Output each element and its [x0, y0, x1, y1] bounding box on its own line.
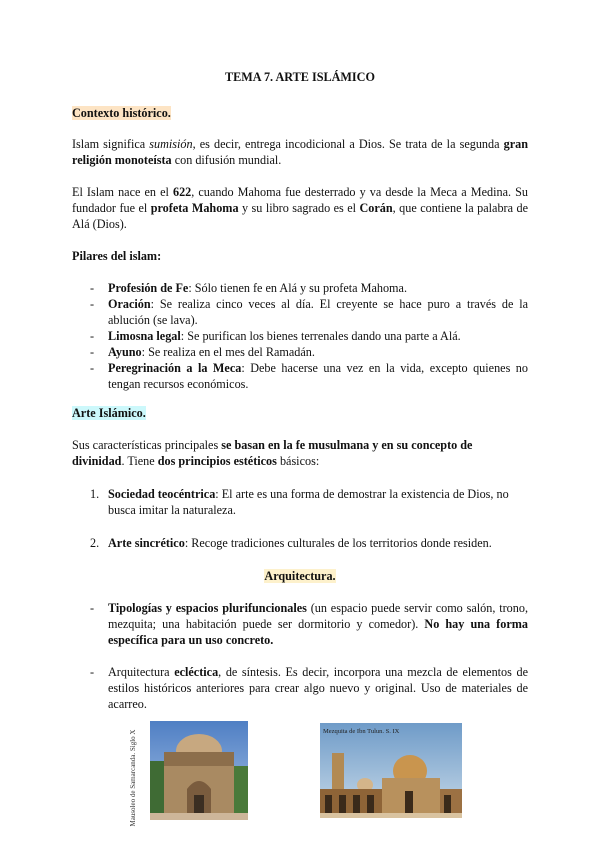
heading-text: Arte Islámico.: [72, 406, 146, 420]
term: Profesión de Fe: [108, 281, 189, 295]
list-item: [72, 360, 528, 392]
paragraph-arte-intro: [72, 437, 528, 469]
list-item: [72, 328, 528, 344]
text: Tipologías y espacios plurifuncionales: [108, 601, 307, 615]
text: : Se purifican los bienes terrenales dando una parte a Alá.: [180, 329, 461, 343]
arquitectura-list: [72, 600, 528, 712]
image-caption-mausoleo: Mausoleo de Samarcanda. Siglo X: [129, 729, 137, 827]
list-item: [72, 296, 528, 328]
text: gran religión monoteísta: [72, 137, 528, 167]
text: , cuando Mahoma fue desterrado y va desde la Meca a Medina. Su fundador fue el: [72, 185, 528, 215]
text: Islam significa: [72, 137, 150, 151]
term: Peregrinación a la Meca: [108, 361, 242, 375]
list-item: [72, 535, 512, 551]
text: , de síntesis. Es decir, incorpora una mezcla de elementos de estilos históricos anteriores para crear algo nuevo y original. Uso de materiales de acarreo.: [108, 665, 528, 711]
text: : Recoge tradiciones culturales de los territorios donde residen.: [184, 536, 492, 550]
text: Sus características principales: [72, 438, 222, 452]
text: Arquitectura: [108, 665, 175, 679]
term: Arte sincrético: [108, 536, 185, 550]
number: 1.: [90, 487, 100, 501]
text: con difusión mundial.: [171, 153, 282, 167]
list-item: [72, 600, 528, 648]
text: y su libro sagrado es el: [238, 201, 360, 215]
paragraph-origen: [72, 184, 528, 232]
text: (un espacio puede servir como salón, trono, mezquita; una habitación puede ser dormitorio y comedor).: [108, 601, 528, 631]
text: profeta Mahoma: [150, 201, 239, 215]
text: . Tiene: [121, 454, 158, 468]
text: ecléctica: [174, 665, 219, 679]
term: Limosna legal: [108, 329, 181, 343]
section-heading-contexto: [72, 105, 528, 121]
number: 2.: [90, 536, 100, 550]
image-caption-mezquita: Mezquita de Ibn Tulun. S. IX: [323, 728, 400, 735]
principles-list: [72, 486, 512, 551]
text: , es decir, entrega incodicional a Dios. Se trata de la segunda: [192, 137, 504, 151]
list-item: [72, 344, 528, 360]
paragraph-islam: [72, 136, 528, 168]
text: básicos:: [276, 454, 320, 468]
text: : Debe hacerse una vez en la vida, excepto quienes no tengan recursos económicos.: [108, 361, 528, 391]
term: Oración: [108, 297, 151, 311]
heading-text: Contexto histórico.: [72, 106, 171, 120]
text: El Islam nace en el: [72, 185, 173, 199]
text: 622: [172, 185, 192, 199]
list-item: [72, 280, 528, 296]
text: : Se realiza en el mes del Ramadán.: [141, 345, 315, 359]
text: : El arte es una forma de demostrar la existencia de Dios, no busca imitar la naturaleza.: [108, 487, 509, 517]
mausoleo-samarcanda-image: [150, 721, 248, 820]
text: : Sólo tienen fe en Alá y su profeta Mahoma.: [188, 281, 407, 295]
text: dos principios estéticos: [157, 454, 277, 468]
pilares-list: [72, 280, 528, 392]
heading-text: Arquitectura.: [264, 569, 336, 583]
text: Corán: [359, 201, 393, 215]
term: Ayuno: [108, 345, 142, 359]
list-item: [72, 664, 528, 712]
document-title: TEMA 7. ARTE ISLÁMICO: [225, 70, 375, 84]
mezquita-ibn-tulun-image: [320, 723, 462, 818]
section-heading-arte: [72, 405, 528, 421]
section-heading-arquitectura: [72, 568, 528, 584]
text: se basan en la fe musulmana y en su concepto de divinidad: [72, 438, 473, 468]
term: Sociedad teocéntrica: [108, 487, 216, 501]
pilares-heading: Pilares del islam:: [72, 249, 162, 263]
text: , que contiene la palabra de Alá (Dios).: [72, 201, 528, 231]
text: sumisión: [149, 137, 193, 151]
text: No hay una forma específica para un uso concreto.: [108, 617, 528, 647]
list-item: [72, 486, 512, 518]
text: : Se realiza cinco veces al día. El creyente se hace puro a través de la ablución (se lava).: [108, 297, 528, 327]
